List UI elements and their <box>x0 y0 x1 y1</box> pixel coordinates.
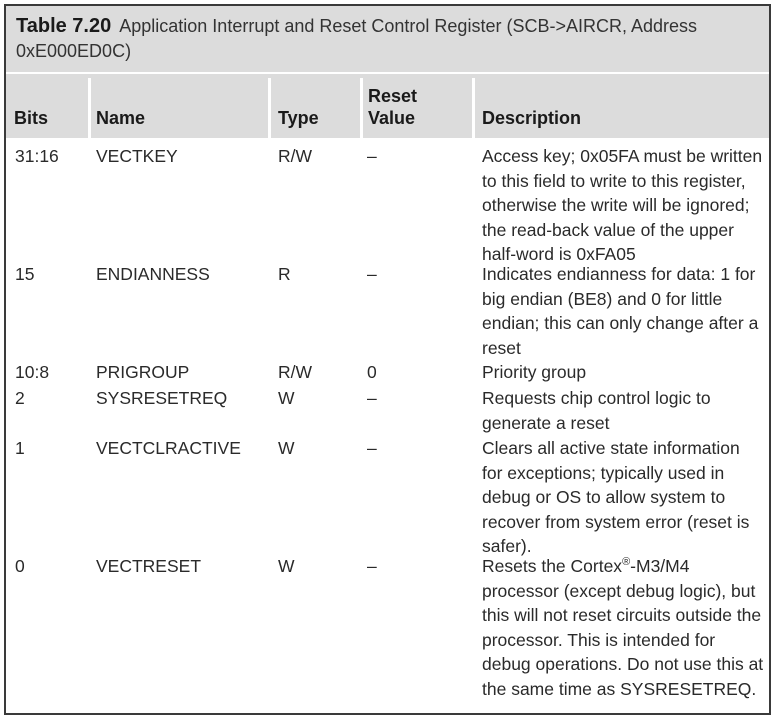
header-name: Name <box>96 108 146 128</box>
header-reset-value: Reset Value <box>368 86 418 128</box>
cell-name: PRIGROUP <box>96 362 190 382</box>
header-bits: Bits <box>14 108 49 128</box>
cell-type: W <box>278 438 295 458</box>
cell-reset-value: – <box>367 556 377 576</box>
cell-description: Access key; 0x05FA must be written to this field to write to this register, otherwise the write will be ignored; the read-back value of the upper half-word is 0xFA05 <box>482 146 763 264</box>
cell-description: Clears all active state information for exceptions; typically used in debug or OS to allow system to recover from system error (reset is safer). <box>482 438 750 556</box>
cell-type: R <box>278 264 291 284</box>
cell-name: VECTCLRACTIVE <box>96 438 241 458</box>
cell-reset-value: – <box>367 146 377 166</box>
cell-bits: 10:8 <box>15 362 50 382</box>
cell-type: R/W <box>278 362 313 382</box>
cell-reset-value: – <box>367 438 377 458</box>
table-row <box>6 262 769 360</box>
cell-bits: 2 <box>15 388 25 408</box>
cell-bits: 31:16 <box>15 146 59 166</box>
cell-reset-value: – <box>367 388 377 408</box>
cell-type: R/W <box>278 146 313 166</box>
cell-bits: 0 <box>15 556 25 576</box>
cell-name: VECTRESET <box>96 556 202 576</box>
table-row <box>6 436 769 554</box>
cell-type: W <box>278 556 295 576</box>
table-row <box>6 554 769 724</box>
cell-bits: 1 <box>15 438 25 458</box>
cell-name: SYSRESETREQ <box>96 388 228 408</box>
cell-name: VECTKEY <box>96 146 178 166</box>
table-number: Table 7.20 <box>16 15 112 37</box>
table-row <box>6 360 769 386</box>
cell-description: Resets the Cortex®-M3/M4 processor (except debug logic), but this will not reset circuits outside the processor. This is intended for debug operations. Do not use this at the same time as SYSRESETREQ. <box>482 556 764 699</box>
cell-reset-value: 0 <box>367 362 377 382</box>
header-description: Description <box>482 108 582 128</box>
table-row <box>6 144 769 262</box>
cell-description: Indicates endianness for data: 1 for big endian (BE8) and 0 for little endian; this can only change after a reset <box>482 264 759 358</box>
registered-mark: ® <box>622 556 631 568</box>
table-caption <box>6 6 769 72</box>
cell-description: Requests chip control logic to generate a reset <box>482 388 711 433</box>
cell-bits: 15 <box>15 264 35 284</box>
cell-type: W <box>278 388 295 408</box>
header-type: Type <box>278 108 319 128</box>
table-title: Application Interrupt and Reset Control Register (SCB->AIRCR, Address 0xE000ED0C) <box>16 16 698 61</box>
register-table <box>4 4 771 715</box>
cell-reset-value: – <box>367 264 377 284</box>
table-row <box>6 386 769 436</box>
cell-description: Priority group <box>482 362 587 382</box>
table-body <box>6 138 769 724</box>
cell-name: ENDIANNESS <box>96 264 210 284</box>
table-header <box>6 72 769 138</box>
